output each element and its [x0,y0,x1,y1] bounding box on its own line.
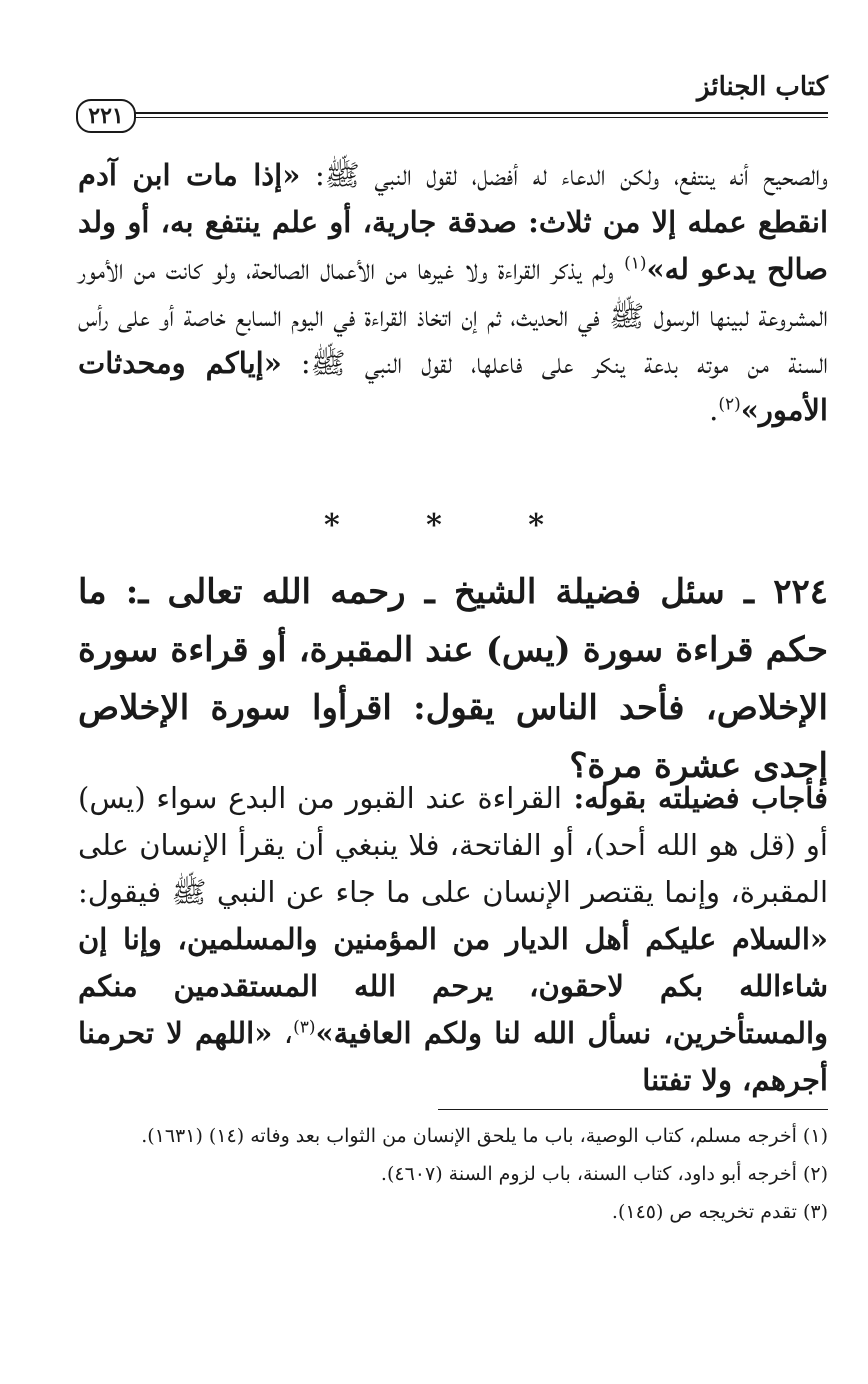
hadith-quote: «إذا مات ابن آدم انقطع عمله إلا من ثلاث: صدقة جارية، أو علم ينتفع به، أو ولد صالح يدعو له» [78,158,829,286]
question-heading: ٢٢٤ ـ سئل فضيلة الشيخ ـ رحمه الله تعالى ـ: ما حكم قراءة سورة (يس) عند المقبرة، أو قراءة سورة الإخلاص، فأحد الناس يقول: اقرأوا سورة الإخلاص إحدى عشرة مرة؟ [78,572,828,786]
page-number-badge: ٢٢١ [76,99,136,133]
header-rule-thin [130,117,828,118]
hadith-quote: «إياكم ومحدثات الأمور» [78,346,828,427]
section-separator: * * * [324,508,582,543]
footnote-ref: (١) [624,253,647,274]
hadith-quote: «اللهم لا تحرمنا أجرهم، ولا تفتنا [78,1016,828,1097]
footnote-ref: (٣) [293,1017,316,1038]
hadith-quote: «السلام عليكم أهل الديار من المؤمنين والمسلمين، وإنا إن شاءالله بكم لاحقون، يرحم الله المستقدمين منكم والمستأخرين، نسأل الله لنا ولكم العافية» [78,922,829,1050]
footnotes [78,1118,828,1232]
paragraph-answer [78,775,828,1104]
footnote-3: (٣) تقدم تخريجه ص (١٤٥). [611,1201,828,1223]
paragraph-text: ، [272,1016,294,1050]
header-rule [130,112,828,114]
footnote-separator [438,1109,828,1110]
running-header-title: كتاب الجنائز [697,72,828,102]
footnote-2: (٢) أخرجه أبو داود، كتاب السنة، باب لزوم السنة (٤٦٠٧). [380,1163,828,1185]
answer-lead: فأجاب فضيلته بقوله: [561,781,828,815]
paragraph-text: ولم يذكر القراءة ولا غيرها من الأعمال الصالحة، ولو كانت من الأمور المشروعة لبينها الرسول ﷺ في الحديث، ثم إن اتخاذ القراءة في اليوم السابع خاصة أو على رأس السنة من موته بدعة ينكر على فاعلها، لقول النبي ﷺ: [78,252,828,380]
paragraph-answer-continuation [78,152,828,434]
footnote-1: (١) أخرجه مسلم، كتاب الوصية، باب ما يلحق الإنسان من الثواب بعد وفاته (١٤) (١٦٣١). [141,1125,828,1147]
paragraph-text: . [709,393,719,427]
paragraph-text: القراءة عند القبور من البدع سواء (يس) أو (قل هو الله أحد)، أو الفاتحة، فلا ينبغي أن يقرأ الإنسان على المقبرة، وإنما يقتصر الإنسان على ما جاء عن النبي ﷺ فيقول: [78,781,828,909]
footnote-ref: (٢) [718,394,741,415]
paragraph-text: والصحيح أنه ينتفع، ولكن الدعاء له أفضل، لقول النبي ﷺ: [300,158,829,192]
